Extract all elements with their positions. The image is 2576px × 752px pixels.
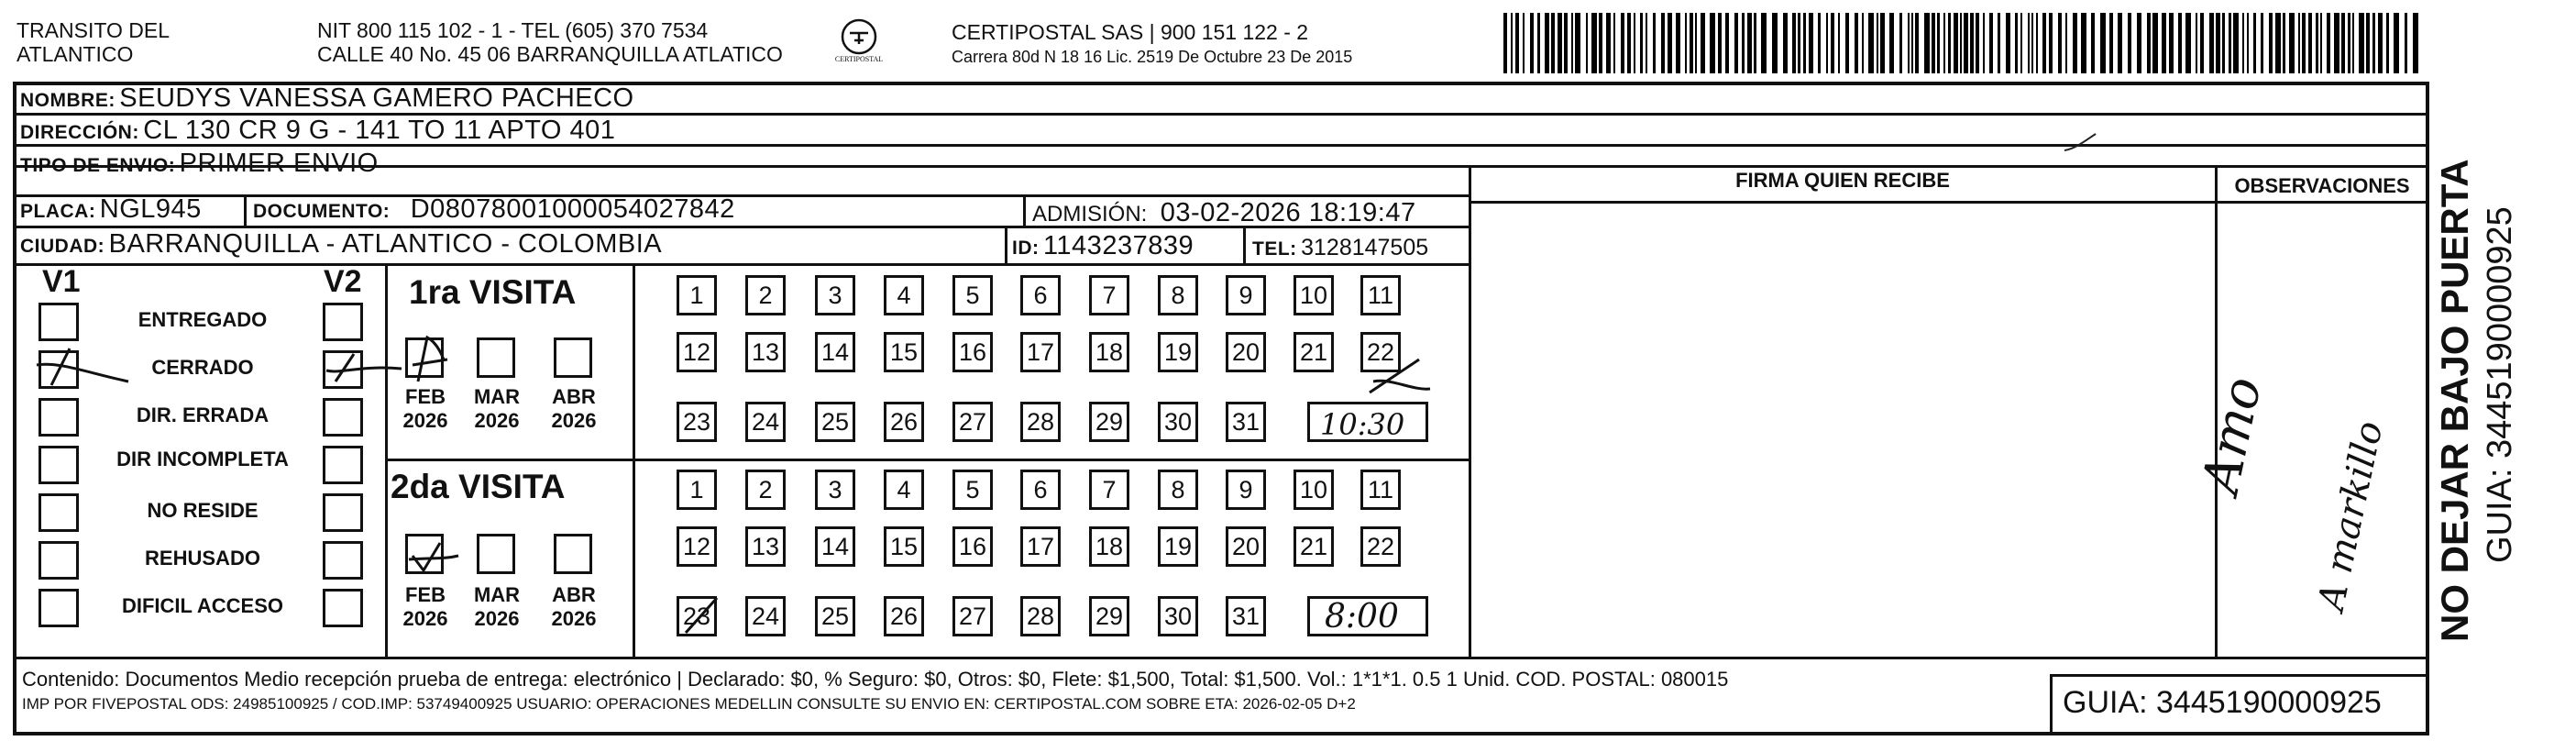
direccion-label: DIRECCIÓN: bbox=[20, 122, 139, 143]
id-label: ID: bbox=[1012, 238, 1040, 259]
v2-checkbox[interactable] bbox=[323, 446, 363, 484]
barcode-bar bbox=[2200, 13, 2204, 73]
documento-value: D08078001000054027842 bbox=[410, 194, 735, 224]
nombre-row bbox=[20, 83, 634, 114]
day-box[interactable]: 7 bbox=[1089, 470, 1129, 510]
barcode-bar bbox=[1575, 13, 1580, 73]
barcode-bar bbox=[2031, 13, 2033, 73]
year-label: 2026 bbox=[402, 607, 448, 630]
id-value: 1143237839 bbox=[1042, 231, 1194, 260]
barcode-bar bbox=[1627, 13, 1631, 73]
day-box[interactable]: 14 bbox=[815, 526, 855, 567]
org-name-line1: TRANSITO DEL bbox=[17, 18, 170, 42]
v2-label: V2 bbox=[324, 264, 362, 299]
barcode-bar bbox=[1932, 13, 1935, 73]
footer-contenido: Contenido: Documentos Medio recepción prueba de entrega: electrónico | Declarado: $0, % Seguro: $0, Otros: $0, Flete: $1,500, Total: $1,500. Vol.: 1*1*1. 0.5 1 Unid. COD. POSTAL: 080015 bbox=[22, 668, 1729, 691]
barcode-bar bbox=[2289, 13, 2295, 73]
barcode-bar bbox=[2253, 13, 2256, 73]
day-box[interactable]: 22 bbox=[1360, 332, 1401, 372]
day-box[interactable]: 15 bbox=[884, 332, 924, 372]
barcode-bar bbox=[2283, 13, 2285, 73]
barcode-bar bbox=[2352, 13, 2354, 73]
barcode-bar bbox=[1983, 13, 1985, 73]
barcode-bar bbox=[1668, 13, 1672, 73]
day-box[interactable]: 1 bbox=[677, 275, 717, 315]
day-box[interactable]: 26 bbox=[884, 402, 924, 442]
second-visit-title: 2da VISITA bbox=[391, 468, 566, 505]
observation-handwriting-2: A markillo bbox=[2310, 417, 2392, 614]
day-box[interactable]: 16 bbox=[952, 526, 993, 567]
barcode-bar bbox=[1803, 13, 1806, 73]
day-box[interactable]: 17 bbox=[1020, 526, 1061, 567]
barcode-bar bbox=[2185, 13, 2191, 73]
day-box[interactable]: 2 bbox=[745, 470, 786, 510]
barcode-bar bbox=[2233, 13, 2239, 73]
day-box[interactable]: 19 bbox=[1158, 526, 1198, 567]
barcode-bar bbox=[2091, 13, 2095, 73]
barcode-bar bbox=[1503, 13, 1507, 73]
barcode-bar bbox=[2302, 13, 2306, 73]
day-box[interactable]: 30 bbox=[1158, 402, 1198, 442]
day-box[interactable]: 18 bbox=[1089, 526, 1129, 567]
barcode-bar bbox=[1908, 13, 1910, 73]
ciudad-label: CIUDAD: bbox=[20, 236, 105, 257]
day-box[interactable]: 28 bbox=[1020, 596, 1061, 636]
placa-label: PLACA: bbox=[20, 201, 96, 222]
v2-cerrado-checkmark bbox=[323, 350, 405, 395]
barcode-bar bbox=[1855, 13, 1858, 73]
day-box[interactable]: 29 bbox=[1089, 402, 1129, 442]
org-address: CALLE 40 No. 45 06 BARRANQUILLA ATLATICO bbox=[317, 42, 783, 66]
barcode-bar bbox=[2320, 13, 2322, 73]
firma-header: FIRMA QUIEN RECIBE bbox=[1735, 169, 1950, 192]
barcode-bar bbox=[2006, 13, 2010, 73]
barcode-bar bbox=[1818, 13, 1821, 73]
barcode-bar bbox=[1725, 13, 1729, 73]
barcode-bar bbox=[1530, 13, 1534, 73]
day-box[interactable]: 1 bbox=[677, 470, 717, 510]
barcode-bar bbox=[1586, 13, 1588, 73]
id-cell bbox=[1012, 231, 1194, 261]
barcode-bar bbox=[2261, 13, 2263, 73]
year-label: 2026 bbox=[474, 607, 520, 630]
barcode-bar bbox=[1685, 13, 1687, 73]
year-label: 2026 bbox=[402, 409, 448, 432]
day-box[interactable]: 11 bbox=[1360, 470, 1401, 510]
barcode-bar bbox=[2242, 13, 2244, 73]
day-box[interactable]: 25 bbox=[815, 596, 855, 636]
month-label: FEB bbox=[405, 385, 446, 408]
day-box[interactable]: 8 bbox=[1158, 275, 1198, 315]
barcode-bar bbox=[2372, 13, 2375, 73]
barcode-bar bbox=[1911, 13, 1913, 73]
barcode bbox=[1503, 13, 2420, 73]
day-box[interactable]: 23 bbox=[677, 402, 717, 442]
tel-value: 3128147505 bbox=[1301, 235, 1429, 260]
placa-cell bbox=[20, 194, 202, 225]
nombre-value: SEUDYS VANESSA GAMERO PACHECO bbox=[119, 83, 634, 113]
day-box[interactable]: 31 bbox=[1226, 596, 1266, 636]
barcode-bar bbox=[2405, 13, 2407, 73]
reason-label: DIR INCOMPLETA bbox=[116, 448, 289, 470]
barcode-bar bbox=[2109, 13, 2113, 73]
barcode-bar bbox=[1792, 13, 1796, 73]
reason-label: DIR. ERRADA bbox=[136, 404, 270, 426]
side-warning: NO DEJAR BAJO PUERTA bbox=[2433, 159, 2476, 642]
v1-checkbox[interactable] bbox=[39, 589, 79, 627]
month-label: FEB bbox=[405, 583, 446, 606]
barcode-bar bbox=[2015, 13, 2018, 73]
barcode-bar bbox=[2327, 13, 2330, 73]
barcode-bar bbox=[1877, 13, 1878, 73]
barcode-bar bbox=[1809, 13, 1813, 73]
barcode-bar bbox=[1783, 13, 1788, 73]
v2-checkbox[interactable] bbox=[323, 493, 363, 532]
barcode-bar bbox=[1831, 13, 1834, 73]
barcode-bar bbox=[2359, 13, 2364, 73]
barcode-bar bbox=[2028, 13, 2030, 73]
barcode-bar bbox=[1653, 13, 1656, 73]
barcode-bar bbox=[1710, 13, 1715, 73]
day-box[interactable]: 22 bbox=[1360, 526, 1401, 567]
barcode-bar bbox=[1943, 13, 1945, 73]
day-box[interactable]: 14 bbox=[815, 332, 855, 372]
barcode-bar bbox=[1545, 13, 1549, 73]
v2-checkbox[interactable] bbox=[323, 589, 363, 627]
day-box[interactable]: 21 bbox=[1294, 332, 1334, 372]
barcode-bar bbox=[2042, 13, 2046, 73]
barcode-bar bbox=[1640, 13, 1643, 73]
barcode-bar bbox=[1523, 13, 1525, 73]
barcode-bar bbox=[2049, 13, 2053, 73]
first-visit-feb-checkmark bbox=[403, 332, 468, 392]
barcode-bar bbox=[1537, 13, 1540, 73]
day-box[interactable]: 9 bbox=[1226, 470, 1266, 510]
reason-label: REHUSADO bbox=[145, 547, 260, 570]
barcode-bar bbox=[2178, 13, 2182, 73]
day-box[interactable]: 3 bbox=[815, 470, 855, 510]
tipo-row bbox=[20, 150, 379, 181]
tipo-label: TIPO DE ENVIO: bbox=[20, 155, 176, 176]
barcode-bar bbox=[2100, 13, 2106, 73]
observation-handwriting-1: Amo bbox=[2191, 371, 2274, 499]
barcode-bar bbox=[1558, 13, 1562, 73]
barcode-bar bbox=[2209, 13, 2214, 73]
month-checkbox[interactable] bbox=[554, 337, 592, 378]
barcode-bar bbox=[2269, 13, 2273, 73]
day-box[interactable]: 16 bbox=[952, 332, 993, 372]
ciudad-cell bbox=[20, 229, 662, 260]
month-label: ABR bbox=[552, 583, 596, 606]
v1-checkbox[interactable] bbox=[39, 303, 79, 341]
barcode-bar bbox=[2413, 13, 2418, 73]
barcode-bar bbox=[2147, 13, 2151, 73]
month-label: MAR bbox=[473, 385, 521, 408]
barcode-bar bbox=[2386, 13, 2389, 73]
v1-checkbox[interactable] bbox=[39, 446, 79, 484]
day-box[interactable]: 27 bbox=[952, 596, 993, 636]
barcode-bar bbox=[2341, 13, 2345, 73]
reason-label: NO RESIDE bbox=[147, 499, 259, 522]
day-box[interactable]: 19 bbox=[1158, 332, 1198, 372]
day-box[interactable]: 11 bbox=[1360, 275, 1401, 315]
first-visit-time: 10:30 bbox=[1320, 407, 1405, 442]
barcode-bar bbox=[2073, 13, 2077, 73]
barcode-bar bbox=[2137, 13, 2141, 73]
day-box[interactable]: 24 bbox=[745, 402, 786, 442]
side-guia: GUIA: 3445190000925 bbox=[2481, 206, 2519, 563]
day-box[interactable]: 9 bbox=[1226, 275, 1266, 315]
admision-value: 03-02-2026 18:19:47 bbox=[1160, 198, 1416, 227]
barcode-bar bbox=[1954, 13, 1958, 73]
barcode-bar bbox=[1889, 13, 1894, 73]
day-box[interactable]: 28 bbox=[1020, 402, 1061, 442]
footer-guia-box: GUIA: 3445190000925 bbox=[2063, 685, 2382, 720]
barcode-bar bbox=[1754, 13, 1756, 73]
pen-tick-mark bbox=[2063, 128, 2099, 160]
barcode-bar bbox=[1960, 13, 1962, 73]
barcode-bar bbox=[2162, 13, 2166, 73]
day-box[interactable]: 10 bbox=[1294, 470, 1334, 510]
day-box[interactable]: 5 bbox=[952, 470, 993, 510]
barcode-bar bbox=[1976, 13, 1979, 73]
barcode-bar bbox=[1661, 13, 1665, 73]
barcode-bar bbox=[1621, 13, 1624, 73]
reason-label: DIFICIL ACCESO bbox=[121, 594, 283, 617]
admision-cell bbox=[1032, 198, 1416, 228]
barcode-bar bbox=[2216, 13, 2220, 73]
month-checkbox[interactable] bbox=[554, 534, 592, 574]
barcode-bar bbox=[1742, 13, 1745, 73]
day-box[interactable]: 6 bbox=[1020, 275, 1061, 315]
barcode-bar bbox=[1511, 13, 1513, 73]
barcode-bar bbox=[1606, 13, 1611, 73]
barcode-bar bbox=[1880, 13, 1885, 73]
barcode-bar bbox=[1838, 13, 1840, 73]
day-box[interactable]: 7 bbox=[1089, 275, 1129, 315]
barcode-bar bbox=[2222, 13, 2225, 73]
barcode-bar bbox=[1613, 13, 1615, 73]
barcode-bar bbox=[2058, 13, 2062, 73]
first-visit-title: 1ra VISITA bbox=[409, 273, 577, 311]
barcode-bar bbox=[2020, 13, 2022, 73]
day-box[interactable]: 24 bbox=[745, 596, 786, 636]
day-box[interactable]: 17 bbox=[1020, 332, 1061, 372]
reason-label: CERRADO bbox=[151, 356, 254, 379]
day-box[interactable]: 12 bbox=[677, 332, 717, 372]
day-box[interactable]: 3 bbox=[815, 275, 855, 315]
day-box[interactable]: 10 bbox=[1294, 275, 1334, 315]
day-box[interactable]: 23 bbox=[677, 596, 717, 636]
tel-label: TEL: bbox=[1252, 238, 1297, 260]
barcode-bar bbox=[2247, 13, 2249, 73]
barcode-bar bbox=[1989, 13, 1993, 73]
barcode-bar bbox=[2036, 13, 2038, 73]
barcode-bar bbox=[1695, 13, 1697, 73]
barcode-bar bbox=[2196, 13, 2197, 73]
barcode-bar bbox=[1964, 13, 1968, 73]
barcode-bar bbox=[2128, 13, 2131, 73]
v1-checkbox[interactable] bbox=[39, 541, 79, 580]
day-box[interactable]: 31 bbox=[1226, 402, 1266, 442]
month-checkbox[interactable] bbox=[477, 337, 515, 378]
barcode-bar bbox=[1970, 13, 1974, 73]
day-box[interactable]: 13 bbox=[745, 526, 786, 567]
documento-label: DOCUMENTO: bbox=[253, 201, 391, 222]
barcode-bar bbox=[1924, 13, 1930, 73]
barcode-bar bbox=[1718, 13, 1722, 73]
tipo-value: PRIMER ENVIO bbox=[179, 149, 379, 178]
org-nit: NIT 800 115 102 - 1 - TEL (605) 370 7534 bbox=[317, 18, 709, 42]
first-visit-day-22-strike bbox=[1364, 354, 1437, 404]
barcode-bar bbox=[1515, 13, 1519, 73]
v2-checkbox[interactable] bbox=[323, 303, 363, 341]
tel-cell bbox=[1252, 235, 1428, 261]
footer-imp: IMP POR FIVEPOSTAL ODS: 24985100925 / COD.IMP: 53749400925 USUARIO: OPERACIONES MEDELLIN CONSULTE SU ENVIO EN: CERTIPOSTAL.COM SOBRE ETA: 2026-02-05 D+2 bbox=[22, 695, 1356, 713]
day-box[interactable]: 12 bbox=[677, 526, 717, 567]
second-visit-day-22-strike bbox=[678, 592, 724, 643]
org-name-line2: ATLANTICO bbox=[17, 42, 134, 66]
placa-value: NGL945 bbox=[99, 194, 202, 224]
barcode-bar bbox=[2334, 13, 2339, 73]
barcode-bar bbox=[1734, 13, 1738, 73]
direccion-value: CL 130 CR 9 G - 141 TO 11 APTO 401 bbox=[143, 116, 616, 145]
barcode-bar bbox=[2394, 13, 2399, 73]
barcode-bar bbox=[1761, 13, 1767, 73]
barcode-bar bbox=[2366, 13, 2370, 73]
barcode-bar bbox=[2275, 13, 2281, 73]
day-box[interactable]: 27 bbox=[952, 402, 993, 442]
second-visit-feb-checkmark bbox=[403, 536, 468, 581]
second-visit-time: 8:00 bbox=[1325, 598, 1399, 636]
barcode-bar bbox=[2348, 13, 2350, 73]
barcode-bar bbox=[1845, 13, 1849, 73]
documento-cell bbox=[253, 194, 735, 225]
certipostal-logo bbox=[830, 15, 888, 72]
barcode-bar bbox=[2169, 13, 2174, 73]
day-box[interactable]: 6 bbox=[1020, 470, 1061, 510]
month-label: MAR bbox=[473, 583, 521, 606]
barcode-bar bbox=[2081, 13, 2086, 73]
barcode-bar bbox=[1862, 13, 1864, 73]
v1-label: V1 bbox=[42, 264, 81, 299]
barcode-bar bbox=[1937, 13, 1940, 73]
observaciones-header: OBSERVACIONES bbox=[2234, 174, 2410, 197]
day-box[interactable]: 4 bbox=[884, 275, 924, 315]
barcode-bar bbox=[1646, 13, 1647, 73]
barcode-bar bbox=[1915, 13, 1919, 73]
barcode-bar bbox=[1676, 13, 1680, 73]
barcode-bar bbox=[1571, 13, 1573, 73]
barcode-bar bbox=[1701, 13, 1705, 73]
v1-checkbox[interactable] bbox=[39, 398, 79, 437]
v2-checkbox[interactable] bbox=[323, 541, 363, 580]
day-box[interactable]: 13 bbox=[745, 332, 786, 372]
company-name: CERTIPOSTAL SAS | 900 151 122 - 2 bbox=[952, 20, 1309, 44]
barcode-bar bbox=[1798, 13, 1800, 73]
v1-cerrado-checkmark bbox=[31, 345, 132, 395]
year-label: 2026 bbox=[551, 607, 597, 630]
day-box[interactable]: 29 bbox=[1089, 596, 1129, 636]
barcode-bar bbox=[1998, 13, 2000, 73]
company-address: Carrera 80d N 18 16 Lic. 2519 De Octubre 23 De 2015 bbox=[952, 48, 1353, 66]
barcode-bar bbox=[2308, 13, 2312, 73]
nombre-label: NOMBRE: bbox=[20, 90, 116, 111]
day-box[interactable]: 21 bbox=[1294, 526, 1334, 567]
barcode-bar bbox=[2298, 13, 2300, 73]
logo-text: CERTIPOSTAL bbox=[834, 55, 884, 63]
day-box[interactable]: 8 bbox=[1158, 470, 1198, 510]
barcode-bar bbox=[1868, 13, 1874, 73]
barcode-bar bbox=[1772, 13, 1778, 73]
year-label: 2026 bbox=[474, 409, 520, 432]
month-label: ABR bbox=[552, 385, 596, 408]
direccion-row bbox=[20, 116, 615, 146]
barcode-bar bbox=[1599, 13, 1602, 73]
v1-checkbox[interactable] bbox=[39, 493, 79, 532]
v2-checkbox[interactable] bbox=[323, 398, 363, 437]
barcode-bar bbox=[2152, 13, 2158, 73]
reason-label: ENTREGADO bbox=[138, 308, 268, 331]
day-box[interactable]: 5 bbox=[952, 275, 993, 315]
barcode-bar bbox=[1591, 13, 1597, 73]
day-box[interactable]: 30 bbox=[1158, 596, 1198, 636]
barcode-bar bbox=[1690, 13, 1693, 73]
barcode-bar bbox=[1564, 13, 1568, 73]
day-box[interactable]: 18 bbox=[1089, 332, 1129, 372]
day-box[interactable]: 4 bbox=[884, 470, 924, 510]
month-checkbox[interactable] bbox=[477, 534, 515, 574]
barcode-bar bbox=[1899, 13, 1902, 73]
barcode-bar bbox=[1826, 13, 1828, 73]
barcode-bar bbox=[2065, 13, 2067, 73]
day-box[interactable]: 15 bbox=[884, 526, 924, 567]
day-box[interactable]: 20 bbox=[1226, 332, 1266, 372]
ciudad-value: BARRANQUILLA - ATLANTICO - COLOMBIA bbox=[108, 229, 663, 259]
admision-label: ADMISIÓN: bbox=[1032, 202, 1148, 227]
barcode-bar bbox=[2229, 13, 2231, 73]
barcode-bar bbox=[1948, 13, 1951, 73]
day-box[interactable]: 2 bbox=[745, 275, 786, 315]
barcode-bar bbox=[2118, 13, 2122, 73]
barcode-bar bbox=[1747, 13, 1752, 73]
day-box[interactable]: 20 bbox=[1226, 526, 1266, 567]
barcode-bar bbox=[2378, 13, 2383, 73]
day-box[interactable]: 25 bbox=[815, 402, 855, 442]
barcode-bar bbox=[1634, 13, 1635, 73]
day-box[interactable]: 26 bbox=[884, 596, 924, 636]
barcode-bar bbox=[2316, 13, 2318, 73]
barcode-bar bbox=[1551, 13, 1555, 73]
year-label: 2026 bbox=[551, 409, 597, 432]
